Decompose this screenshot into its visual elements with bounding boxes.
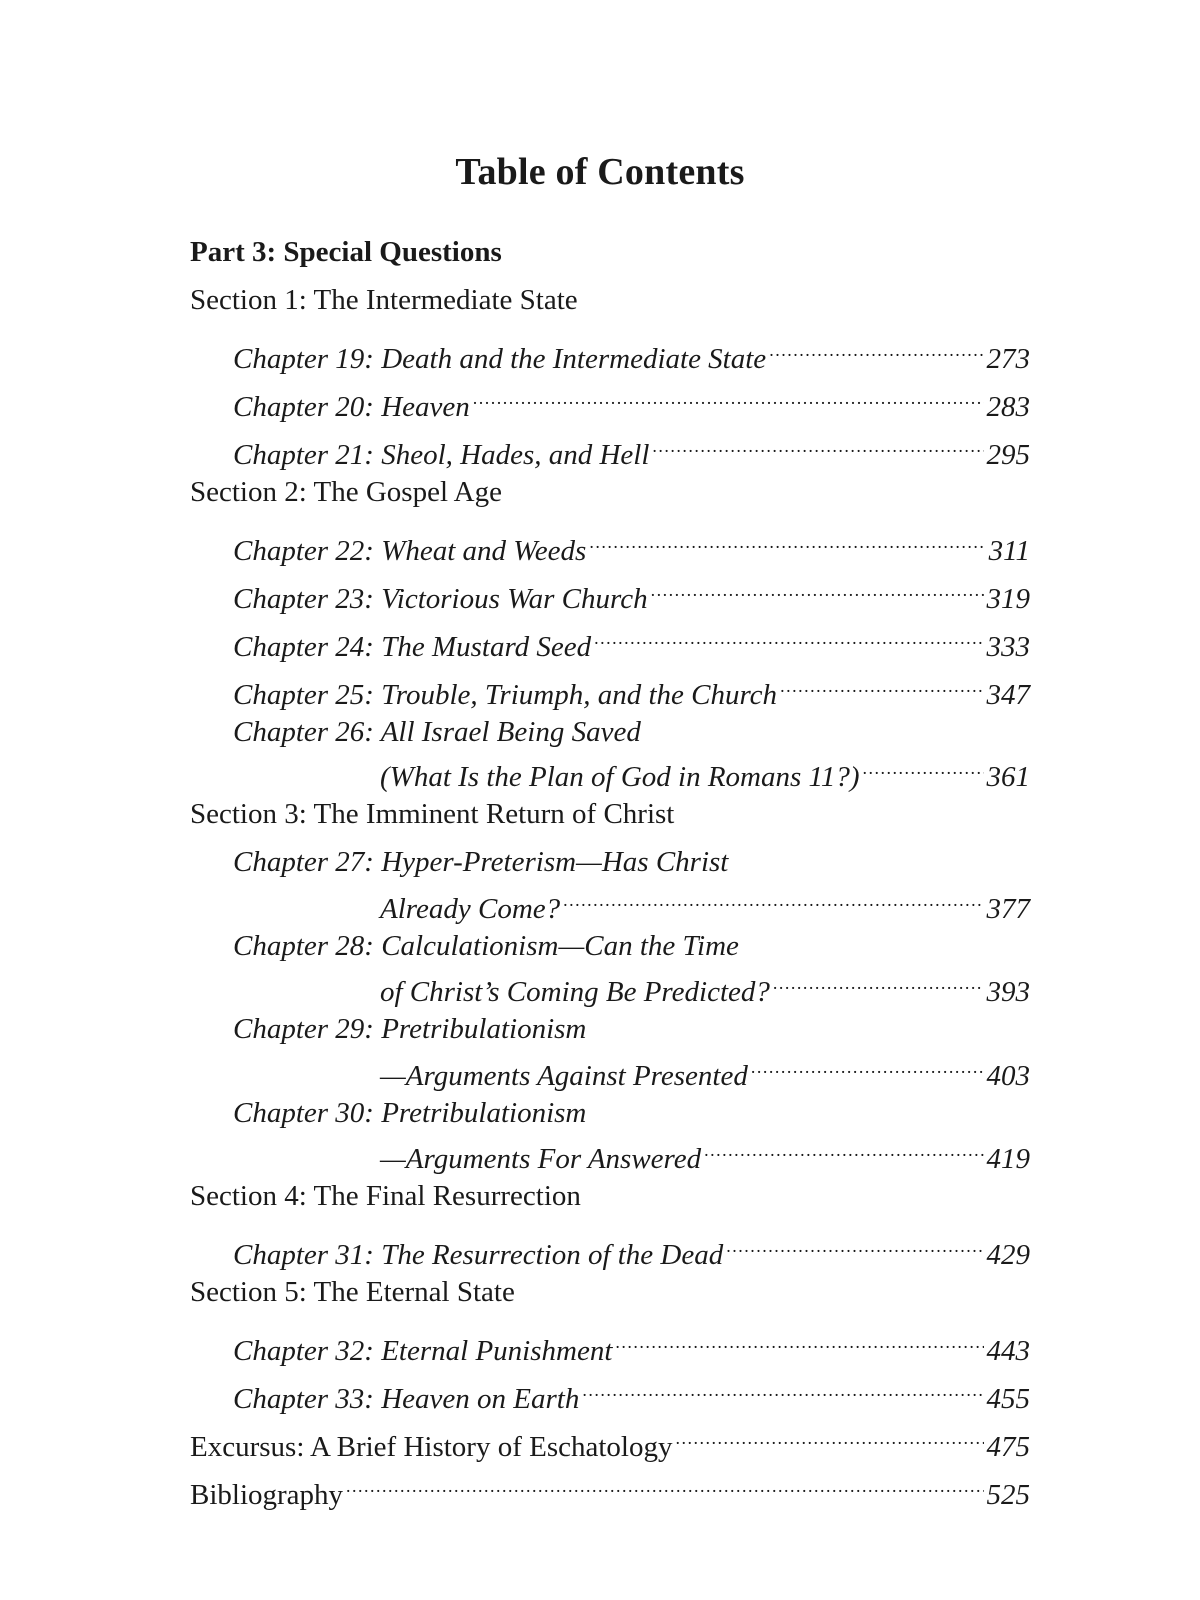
dot-leader <box>473 376 984 416</box>
page-number: 273 <box>986 343 1030 375</box>
dot-leader <box>594 616 983 656</box>
chapter-title: Chapter 32: Eternal Punishment <box>233 1335 613 1367</box>
page-number: 347 <box>986 679 1030 711</box>
dot-leader <box>780 664 983 704</box>
dot-leader <box>751 1045 984 1085</box>
toc-entry[interactable] <box>233 664 1030 711</box>
bibliography-title: Bibliography <box>190 1479 344 1511</box>
page-number: 393 <box>986 976 1030 1008</box>
dot-leader <box>769 328 983 368</box>
chapter-title: Chapter 24: The Mustard Seed <box>233 631 592 663</box>
dot-leader <box>346 1464 983 1504</box>
toc-entry[interactable] <box>233 328 1030 375</box>
toc-entry[interactable] <box>380 1128 1030 1175</box>
section-heading: Section 3: The Imminent Return of Christ <box>190 798 675 830</box>
chapter-title[interactable]: Chapter 29: Pretribulationism <box>233 1013 587 1045</box>
chapter-title: Chapter 21: Sheol, Hades, and Hell <box>233 439 650 471</box>
page-number: 403 <box>986 1060 1030 1092</box>
toc-entry[interactable] <box>233 616 1030 663</box>
dot-leader <box>675 1416 983 1456</box>
toc-entry[interactable] <box>233 424 1030 471</box>
chapter-title[interactable]: Chapter 27: Hyper-Preterism—Has Christ <box>233 846 729 878</box>
page-number: 525 <box>986 1479 1030 1511</box>
toc-entry[interactable] <box>380 1045 1030 1092</box>
dot-leader <box>726 1224 983 1264</box>
part-heading: Part 3: Special Questions <box>190 236 502 268</box>
page-number: 443 <box>986 1335 1030 1367</box>
chapter-title: Chapter 25: Trouble, Triumph, and the Church <box>233 679 778 711</box>
dot-leader <box>773 961 984 1001</box>
chapter-title[interactable]: Chapter 28: Calculationism—Can the Time <box>233 930 739 962</box>
section-heading: Section 4: The Final Resurrection <box>190 1180 581 1212</box>
chapter-title: Chapter 33: Heaven on Earth <box>233 1383 580 1415</box>
chapter-subtitle: —Arguments For Answered <box>380 1143 702 1175</box>
chapter-title: Chapter 31: The Resurrection of the Dead <box>233 1239 724 1271</box>
toc-entry[interactable] <box>233 1320 1030 1367</box>
page-number: 377 <box>986 893 1030 925</box>
page-number: 295 <box>986 439 1030 471</box>
page-number: 419 <box>986 1143 1030 1175</box>
page-number: 333 <box>986 631 1030 663</box>
dot-leader <box>863 746 984 786</box>
toc-entry[interactable] <box>233 520 1030 567</box>
dot-leader <box>704 1128 983 1168</box>
toc-entry[interactable] <box>233 376 1030 423</box>
chapter-subtitle: —Arguments Against Presented <box>380 1060 748 1092</box>
chapter-title: Chapter 22: Wheat and Weeds <box>233 535 587 567</box>
page-number: 475 <box>986 1431 1030 1463</box>
chapter-subtitle: (What Is the Plan of God in Romans 11?) <box>380 761 860 793</box>
toc-entry[interactable] <box>380 746 1030 793</box>
section-heading: Section 2: The Gospel Age <box>190 476 502 508</box>
page-number: 455 <box>986 1383 1030 1415</box>
chapter-subtitle: of Christ’s Coming Be Predicted? <box>380 976 770 1008</box>
section-heading: Section 5: The Eternal State <box>190 1276 515 1308</box>
page-number: 311 <box>988 535 1030 567</box>
chapter-title[interactable]: Chapter 26: All Israel Being Saved <box>233 716 641 748</box>
chapter-subtitle: Already Come? <box>380 893 561 925</box>
dot-leader <box>615 1320 983 1360</box>
excursus-entry[interactable] <box>190 1416 1030 1463</box>
toc-entry[interactable] <box>233 568 1030 615</box>
toc-entry[interactable] <box>233 1368 1030 1415</box>
excursus-title: Excursus: A Brief History of Eschatology <box>190 1431 673 1463</box>
page-number: 429 <box>986 1239 1030 1271</box>
dot-leader <box>589 520 985 560</box>
dot-leader <box>563 878 983 918</box>
chapter-title[interactable]: Chapter 30: Pretribulationism <box>233 1097 587 1129</box>
toc-entry[interactable] <box>380 961 1030 1008</box>
dot-leader <box>651 568 984 608</box>
toc-entry[interactable] <box>233 1224 1030 1271</box>
page-title: Table of Contents <box>455 151 745 193</box>
dot-leader <box>582 1368 983 1408</box>
section-heading: Section 1: The Intermediate State <box>190 284 578 316</box>
toc-entry[interactable] <box>380 878 1030 925</box>
page-number: 361 <box>986 761 1030 793</box>
bibliography-entry[interactable] <box>190 1464 1030 1511</box>
chapter-title: Chapter 23: Victorious War Church <box>233 583 648 615</box>
chapter-title: Chapter 20: Heaven <box>233 391 470 423</box>
dot-leader <box>652 424 983 464</box>
chapter-title: Chapter 19: Death and the Intermediate State <box>233 343 767 375</box>
page-number: 319 <box>986 583 1030 615</box>
page-number: 283 <box>986 391 1030 423</box>
